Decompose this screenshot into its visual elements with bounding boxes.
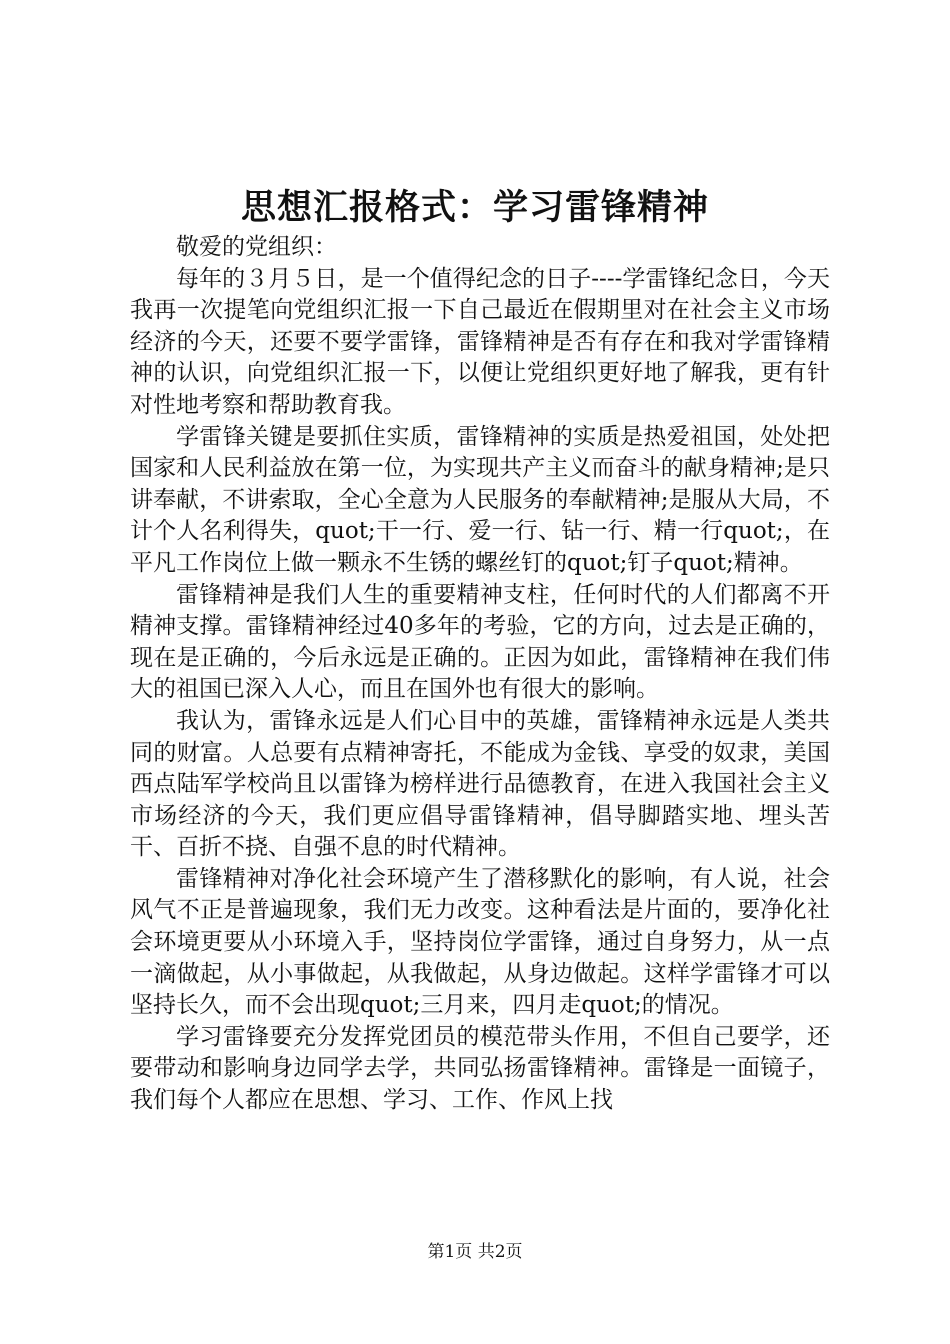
paragraph-5: 雷锋精神对净化社会环境产生了潜移默化的影响，有人说，社会风气不正是普遍现象，我们无力改变。这种看法是片面的，要净化社会环境更要从小环境入手，坚持岗位学雷锋，通过自身努力，从一点一滴做起，从小事做起，从我做起，从身边做起。这样学雷锋才可以坚持长久，而不会出现quot;三月来，四月走quot;的情况。: [130, 865, 830, 1019]
paragraph-3: 雷锋精神是我们人生的重要精神支柱，任何时代的人们都离不开精神支撑。雷锋精神经过40多年的考验，它的方向，过去是正确的，现在是正确的，今后永远是正确的。正因为如此，雷锋精神在我们伟大的祖国已深入人心，而且在国外也有很大的影响。: [130, 581, 830, 703]
paragraph-2: 学雷锋关键是要抓住实质，雷锋精神的实质是热爱祖国，处处把国家和人民利益放在第一位，为实现共产主义而奋斗的献身精神;是只讲奉献，不讲索取，全心全意为人民服务的奉献精神;是服从大局，不计个人名利得失，quot;干一行、爱一行、钻一行、精一行quot;，在平凡工作岗位上做一颗永不生锈的螺丝钉的quot;钉子quot;精神。: [130, 423, 830, 576]
paragraph-4: 我认为，雷锋永远是人们心目中的英雄，雷锋精神永远是人类共同的财富。人总要有点精神寄托，不能成为金钱、享受的奴隶，美国西点陆军学校尚且以雷锋为榜样进行品德教育，在进入我国社会主义市场经济的今天，我们更应倡导雷锋精神，倡导脚踏实地、埋头苦干、百折不挠、自强不息的时代精神。: [130, 707, 830, 861]
document-body: [130, 232, 830, 1117]
paragraph-6: 学习雷锋要充分发挥党团员的模范带头作用，不但自己要学，还要带动和影响身边同学去学，共同弘扬雷锋精神。雷锋是一面镜子，我们每个人都应在思想、学习、工作、作风上找: [130, 1023, 830, 1114]
document-title: 思想汇报格式：学习雷锋精神: [240, 187, 709, 228]
salutation: 敬爱的党组织：: [176, 234, 337, 260]
paragraph-1: 每年的３月５日，是一个值得纪念的日子----学雷锋纪念日，今天我再一次提笔向党组织汇报一下自己最近在假期里对在社会主义市场经济的今天，还要不要学雷锋，雷锋精神是否有存在和我对学雷锋精神的认识，向党组织汇报一下，以便让党组织更好地了解我，更有针对性地考察和帮助教育我。: [130, 265, 830, 418]
page-number-footer: 第1页 共2页: [427, 1242, 523, 1262]
